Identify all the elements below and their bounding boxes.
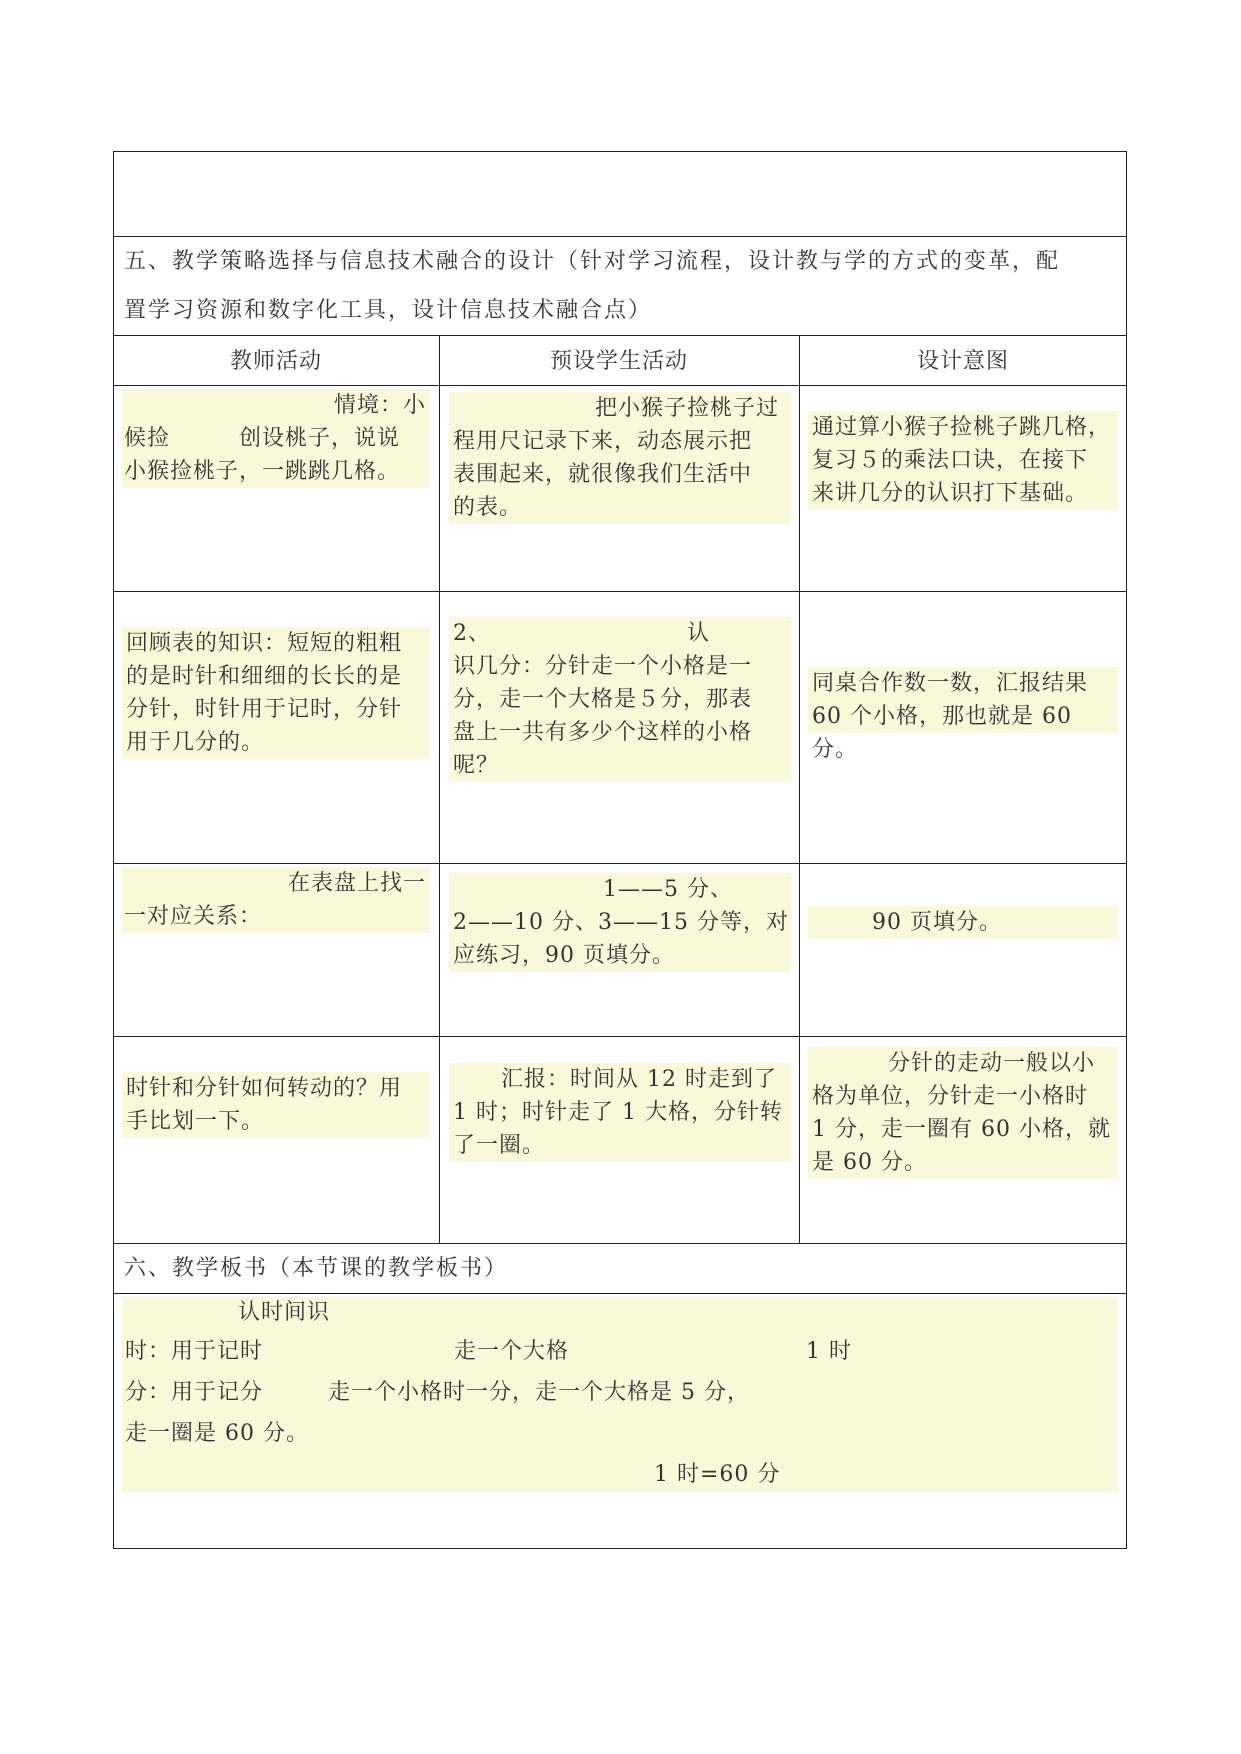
header-design-intent: 设计意图 [916,349,1009,374]
text-line: 2、 认 [453,621,710,646]
column-divider [439,335,440,1243]
row2-teacher-activity [122,627,430,759]
section6-title: 六、教学板书（本节课的教学板书） [124,1256,509,1281]
header-teacher-activity: 教师活动 [229,349,322,374]
text-line: 分，走一个大格是５分，那表 [453,687,753,712]
text-line: 复习５的乘法口诀，在接下 [812,448,1089,473]
row1-teacher-activity [122,389,430,488]
text-line: 同桌合作数一数，汇报结果 [812,671,1089,696]
text-line: 格为单位，分针走一小格时 [812,1084,1089,1109]
row4-design-intent [808,1047,1118,1179]
text-line: 识几分：分针走一个小格是一 [453,654,753,679]
text-line: 汇报：时间从 12 时走到了 [501,1067,777,1092]
divider [113,385,1127,386]
text-line: 分针，时针用于记时，分针 [126,697,403,722]
section5-title-line2: 置学习资源和数字化工具，设计信息技术融合点） [124,298,653,323]
text-line: 表围起来，就很像我们生活中 [453,462,753,487]
text-line: 90 页填分。 [872,910,1002,935]
text-line: 的表。 [453,495,523,520]
text-line: 时针和分针如何转动的？用 [126,1076,403,1101]
row1-student-activity [449,392,791,524]
row3-design-intent [808,906,1118,939]
row2-student-activity [449,617,791,782]
text-line: 盘上一共有多少个这样的小格 [453,720,753,745]
row4-teacher-activity [122,1072,430,1138]
divider [113,863,1127,864]
row1-design-intent [808,411,1118,510]
board-big-tick: 走一个大格 [454,1339,570,1364]
header-student-activity: 预设学生活动 [549,349,688,374]
text-line: 通过算小猴子捡桃子跳几格， [812,415,1112,440]
board-circle-rule: 走一圈是 60 分。 [125,1421,309,1446]
text-line: 把小猴子捡桃子过 [594,396,779,421]
text-line: 在表盘上找一 [287,871,426,896]
text-line: 程用尺记录下来，动态展示把 [453,429,753,454]
divider [113,591,1127,592]
board-conclusion: 1 时=60 分 [654,1462,781,1487]
text-line: 60 个小格，那也就是 60 分。 [812,704,1072,762]
text-line: 手比划一下。 [126,1109,265,1134]
text-line: 1 时；时针走了 1 大格，分针转 [453,1100,783,1125]
row4-student-activity [449,1063,791,1162]
board-minute-label: 分：用于记分 [125,1380,264,1405]
text-line: 来讲几分的认识打下基础。 [812,481,1089,506]
text-line: 2——10 分、3——15 分等，对 [453,910,789,935]
text-line: 用于几分的。 [126,730,265,755]
text-line: 分针的走动一般以小 [888,1051,1096,1076]
text-line: 1 分，走一圈有 60 小格，就 [812,1117,1111,1142]
board-minute-rule: 走一个小格时一分，走一个大格是 5 分， [328,1380,750,1405]
divider [113,1036,1127,1037]
column-divider [799,335,800,1243]
board-one-hour: 1 时 [806,1339,852,1364]
row2-design-intent [808,667,1118,762]
text-line: 呢？ [453,753,500,778]
text-line: 了一圈。 [453,1133,546,1158]
text-line: 是 60 分。 [812,1150,927,1175]
text-line: 1——5 分、 [603,877,733,902]
text-line: 一对应关系： [124,904,263,929]
text-line: 回顾表的知识：短短的粗粗 [126,631,403,656]
row3-teacher-activity [122,867,430,933]
text-line: 情境：小 [333,393,426,418]
row3-student-activity [449,873,791,972]
board-heading: 认时间识 [238,1300,331,1325]
text-line: 候捡 创设桃子，说说 [124,426,401,451]
text-line: 小猴捡桃子，一跳跳几格。 [124,459,401,484]
board-hour-label: 时：用于记时 [125,1339,264,1364]
section5-title-line1: 五、教学策略选择与信息技术融合的设计（针对学习流程，设计教与学的方式的变革，配 [124,249,1061,274]
text-line: 应练习，90 页填分。 [453,943,675,968]
text-line: 的是时针和细细的长长的是 [126,664,403,689]
